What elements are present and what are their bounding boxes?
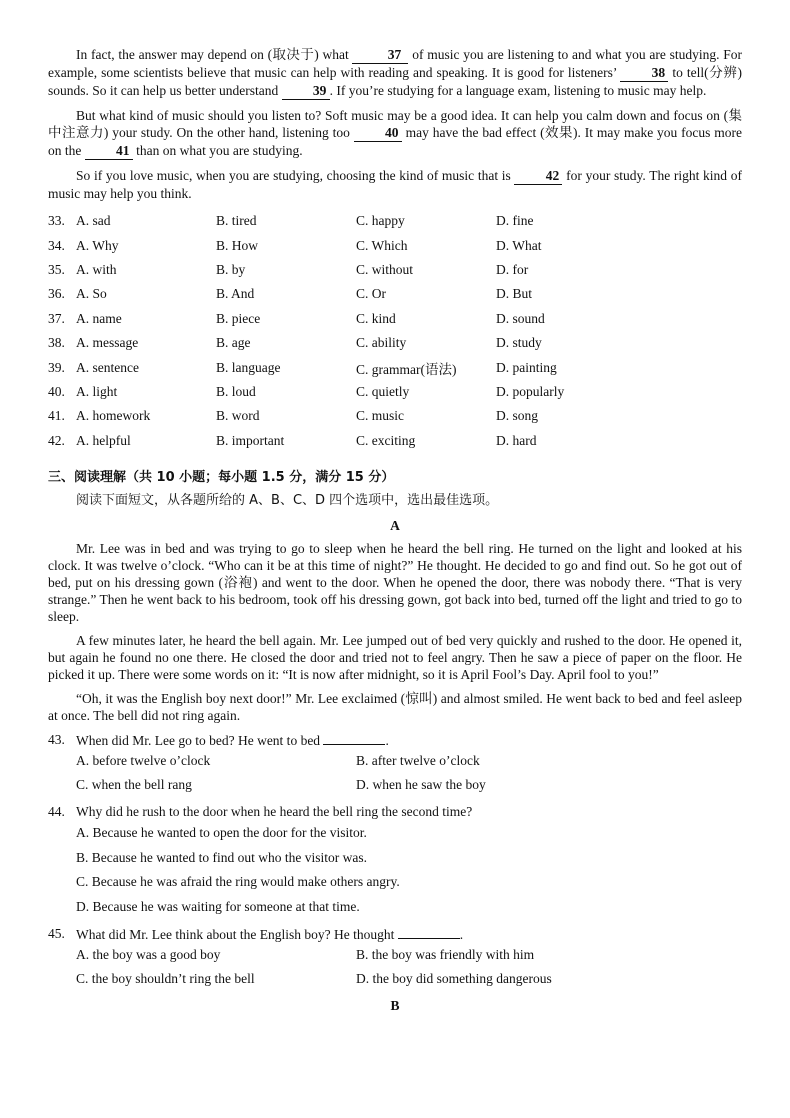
question-number: 36. bbox=[48, 286, 65, 302]
option-row bbox=[48, 258, 742, 282]
choice-c[interactable]: C. when the bell rang bbox=[76, 776, 192, 792]
question-end: . bbox=[385, 732, 389, 748]
option-b[interactable]: B. age bbox=[216, 335, 251, 351]
cloze-paragraph-1 bbox=[48, 46, 742, 100]
question-number: 42. bbox=[48, 432, 65, 448]
text: than on what you are studying. bbox=[132, 143, 303, 158]
question-number: 40. bbox=[48, 383, 65, 399]
option-a[interactable]: A. message bbox=[76, 335, 139, 351]
option-row bbox=[48, 307, 742, 331]
option-c[interactable]: C. exciting bbox=[356, 432, 416, 448]
question-number: 37. bbox=[48, 310, 65, 326]
text: may have the bad effect (效果). It may make you focus more on the bbox=[48, 125, 742, 158]
option-c[interactable]: C. grammar(语法) bbox=[356, 361, 457, 377]
blank-40: 40 bbox=[354, 124, 402, 142]
option-row bbox=[48, 404, 742, 428]
text: to tell(分辨) sounds. So it can help us better understand bbox=[48, 65, 742, 98]
blank-38: 38 bbox=[620, 64, 668, 82]
text: So if you love music, when you are studying, choosing the kind of music that is bbox=[76, 168, 515, 183]
choice-row bbox=[48, 773, 742, 797]
blank-42: 42 bbox=[514, 167, 562, 185]
option-c[interactable]: C. Or bbox=[356, 286, 386, 302]
choice-d[interactable]: D. Because he was waiting for someone at that time. bbox=[76, 898, 360, 914]
choice-d[interactable]: D. the boy did something dangerous bbox=[356, 970, 552, 986]
choice-b[interactable]: B. the boy was friendly with him bbox=[356, 946, 535, 962]
option-d[interactable]: D. hard bbox=[496, 432, 537, 448]
option-d[interactable]: D. for bbox=[496, 261, 529, 277]
question-stem: When did Mr. Lee go to bed? He went to bed bbox=[76, 732, 324, 748]
question-stem: Why did he rush to the door when he heard the bell ring the second time? bbox=[76, 803, 473, 819]
option-d[interactable]: D. sound bbox=[496, 310, 545, 326]
passage-b-title: B bbox=[390, 997, 400, 1013]
option-d[interactable]: D. popularly bbox=[496, 383, 565, 399]
option-b[interactable]: B. important bbox=[216, 432, 285, 448]
option-a[interactable]: A. So bbox=[76, 286, 107, 302]
choice-row bbox=[48, 943, 742, 967]
choice-b[interactable]: B. after twelve o’clock bbox=[356, 752, 480, 768]
option-b[interactable]: B. tired bbox=[216, 213, 257, 229]
option-d[interactable]: D. What bbox=[496, 237, 542, 253]
option-b[interactable]: B. loud bbox=[216, 383, 256, 399]
choice-row bbox=[48, 749, 742, 773]
choice-row bbox=[48, 967, 742, 991]
option-a[interactable]: A. helpful bbox=[76, 432, 131, 448]
option-d[interactable]: D. song bbox=[496, 408, 539, 424]
answer-blank[interactable] bbox=[398, 925, 460, 939]
option-c[interactable]: C. without bbox=[356, 261, 414, 277]
question-43 bbox=[48, 731, 742, 749]
choice-c[interactable]: C. the boy shouldn’t ring the bell bbox=[76, 970, 255, 986]
question-end: . bbox=[459, 926, 464, 942]
exam-page bbox=[48, 46, 742, 1014]
text: But what kind of music should you listen to? Soft music may be a good idea. It can help you calm down and focus on (集中注意力) your study. On the other hand, listening too bbox=[48, 108, 742, 140]
passage-a-paragraph: “Oh, it was the English boy next door!” Mr. Lee exclaimed (惊叫) and almost smiled. He went back to bed and feel asleep at once. The bell did not ring again. bbox=[48, 690, 742, 723]
passage-a-paragraph: Mr. Lee was in bed and was trying to go to sleep when he heard the bell ring. He turned on the light and looked at his clock. It was twelve o’clock. “Who can it be at this time of night?” He thought. He decided to go and find out. So he got out of bed, put on his dressing gown (浴袍) and went to the door. When he opened the door, there was nobody there. “That is very strange.” Then he went back to his bedroom, took off his dressing gown, got back into bed, turned off the light and tried to go to sleep. bbox=[48, 540, 742, 624]
cloze-options bbox=[48, 209, 742, 453]
choice-a[interactable]: A. the boy was a good boy bbox=[76, 946, 221, 962]
option-c[interactable]: C. Which bbox=[356, 237, 408, 253]
section-heading: 三、阅读理解（共 10 小题；每小题 1.5 分，满分 15 分） bbox=[48, 469, 395, 485]
option-a[interactable]: A. name bbox=[76, 310, 122, 326]
option-d[interactable]: D. study bbox=[496, 335, 542, 351]
passage-a-title: A bbox=[390, 517, 400, 533]
text: for your study. The right kind of music may help you think. bbox=[48, 168, 742, 201]
choice-a[interactable]: A. Because he wanted to open the door for the visitor. bbox=[76, 825, 367, 841]
text: . If you’re studying for a language exam, listening to music may help. bbox=[329, 83, 707, 98]
option-row bbox=[48, 282, 742, 306]
question-number: 34. bbox=[48, 237, 65, 253]
cloze-paragraph-3 bbox=[48, 167, 742, 202]
question-number: 41. bbox=[48, 408, 65, 424]
blank-41: 41 bbox=[85, 142, 133, 160]
text: of music you are listening to and what you are studying. For example, some scientists believe that music can help with reading and speaking. It is good for listeners’ bbox=[48, 47, 742, 80]
option-d[interactable]: D. painting bbox=[496, 359, 557, 375]
option-a[interactable]: A. with bbox=[76, 261, 117, 277]
option-d[interactable]: D. But bbox=[496, 286, 533, 302]
option-b[interactable]: B. word bbox=[216, 408, 260, 424]
option-c[interactable]: C. ability bbox=[356, 335, 407, 351]
cloze-paragraph-2 bbox=[48, 107, 742, 160]
choice-b[interactable]: B. Because he wanted to find out who the visitor was. bbox=[76, 849, 367, 865]
blank-37: 37 bbox=[352, 46, 408, 64]
option-row bbox=[48, 331, 742, 355]
option-row bbox=[48, 380, 742, 404]
option-b[interactable]: B. And bbox=[216, 286, 255, 302]
question-number: 38. bbox=[48, 335, 65, 351]
passage-a-paragraph: A few minutes later, he heard the bell again. Mr. Lee jumped out of bed very quickly and rushed to the door. He opened it, but again he found no one there. He closed the door and tried not to feel angry. Then he saw a piece of paper on the floor. He picked it up. There were some words on it: “It is now after midnight, so it is April Fool’s Day. April fool to you!” bbox=[48, 632, 742, 682]
option-c[interactable]: C. quietly bbox=[356, 383, 410, 399]
question-number: 44. bbox=[48, 803, 65, 819]
answer-blank[interactable] bbox=[323, 731, 385, 745]
option-c[interactable]: C. music bbox=[356, 408, 405, 424]
option-d[interactable]: D. fine bbox=[496, 213, 534, 229]
question-number: 43. bbox=[48, 731, 65, 747]
section-instruction: 阅读下面短文，从各题所给的 A、B、C、D 四个选项中，选出最佳选项。 bbox=[76, 492, 499, 508]
question-number: 35. bbox=[48, 261, 65, 277]
option-row bbox=[48, 209, 742, 233]
option-b[interactable]: B. How bbox=[216, 237, 259, 253]
blank-39: 39 bbox=[282, 82, 330, 100]
option-a[interactable]: A. light bbox=[76, 383, 118, 399]
question-45 bbox=[48, 925, 742, 943]
option-a[interactable]: A. homework bbox=[76, 408, 151, 424]
option-c[interactable]: C. kind bbox=[356, 310, 396, 326]
option-c[interactable]: C. happy bbox=[356, 213, 405, 229]
question-44 bbox=[48, 803, 742, 821]
option-row bbox=[48, 233, 742, 257]
choice-a[interactable]: A. before twelve o’clock bbox=[76, 752, 211, 768]
choice-d[interactable]: D. when he saw the boy bbox=[356, 776, 486, 792]
choice-c[interactable]: C. Because he was afraid the ring would make others angry. bbox=[76, 874, 400, 890]
option-a[interactable]: A. Why bbox=[76, 237, 119, 253]
option-row bbox=[48, 429, 742, 453]
option-a[interactable]: A. sad bbox=[76, 213, 111, 229]
text: In fact, the answer may depend on (取决于) what bbox=[76, 47, 353, 62]
option-a[interactable]: A. sentence bbox=[76, 359, 139, 375]
option-row bbox=[48, 355, 742, 379]
question-stem: What did Mr. Lee think about the English boy? He thought bbox=[76, 926, 398, 942]
option-b[interactable]: B. piece bbox=[216, 310, 261, 326]
question-number: 45. bbox=[48, 925, 65, 941]
option-b[interactable]: B. language bbox=[216, 359, 281, 375]
option-b[interactable]: B. by bbox=[216, 261, 246, 277]
question-number: 33. bbox=[48, 213, 65, 229]
question-number: 39. bbox=[48, 359, 65, 375]
